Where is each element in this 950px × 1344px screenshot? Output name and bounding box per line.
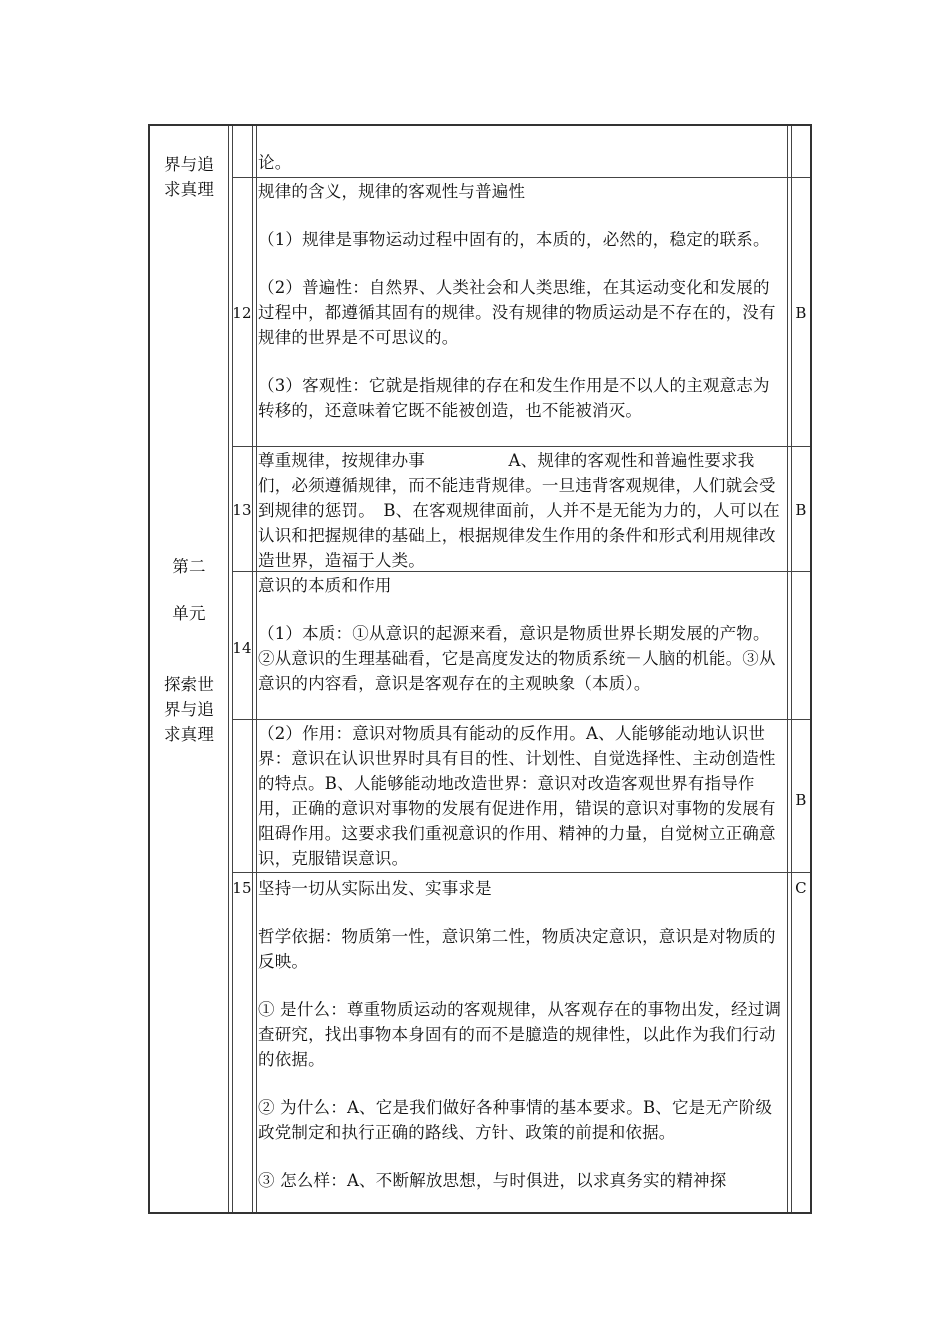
table-divider [232,126,233,1212]
row-content [258,179,786,423]
content-paragraph: 尊重规律，按规律办事 A、规律的客观性和普遍性要求我们，必须遵循规律，而不能违背规律。一旦违背客观规律，人们就会受到规律的惩罚。 B、在客观规律面前，人并不是无能为力的，人可以在认识和把握规律的基础上，根据规律发生作用的条件和形式利用规律改造世界，造福于人类。 [258,451,780,570]
row-content [258,876,786,1193]
table-divider [787,126,788,1212]
content-paragraph: 规律的含义，规律的客观性与普遍性 [258,182,526,201]
content-paragraph: （3）客观性：它就是指规律的存在和发生作用是不以人的主观意志为转移的，还意味着它既不能被创造，也不能被消灭。 [258,376,770,420]
content-paragraph: 坚持一切从实际出发、实事求是 [258,879,492,898]
unit-text-line: 界与追 [163,700,215,719]
row-divider [232,446,810,447]
unit-text-line: 求真理 [163,725,215,744]
content-paragraph: 论。 [258,153,292,172]
item-number: 15 [232,879,252,897]
item-number: 13 [232,501,252,519]
row-content [258,448,786,573]
item-number: 14 [232,639,252,657]
table-divider [228,126,229,1212]
table-divider [791,126,792,1212]
syllabus-table [148,124,812,1214]
content-paragraph: ② 为什么：A、它是我们做好各种事情的基本要求。B、它是无产阶级政党制定和执行正确的路线、方针、政策的前提和依据。 [258,1098,773,1142]
row-divider [232,719,810,720]
unit-text-line: 探索世 [163,675,215,694]
unit-text-line: 单元 [172,604,206,623]
table-divider [252,126,253,1212]
unit-text-line: 界与追 [163,155,215,174]
table-divider [256,126,257,1212]
item-number: 12 [232,304,252,322]
row-content [258,721,786,871]
grade-level: B [795,304,807,322]
row-content [258,150,786,175]
content-paragraph: ③ 怎么样：A、不断解放思想，与时俱进，以求真务实的精神探 [258,1171,727,1190]
unit-text-line: 第二 [172,557,206,576]
unit-title [152,554,226,747]
content-paragraph: 哲学依据：物质第一性，意识第二性，物质决定意识，意识是对物质的反映。 [258,927,776,971]
row-divider [232,177,810,178]
content-paragraph: （2）作用：意识对物质具有能动的反作用。A、人能够能动地认识世界：意识在认识世界时具有目的性、计划性、自觉选择性、主动创造性的特点。B、人能够能动地改造世界：意识对改造客观世界有指导作用，正确的意识对事物的发展有促进作用，错误的意识对事物的发展有阻碍作用。这要求我们重视意识的作用、精神的力量，自觉树立正确意识，克服错误意识。 [258,724,776,868]
grade-level: B [795,791,807,809]
row-divider [232,872,810,873]
content-paragraph: 意识的本质和作用 [258,576,392,595]
row-content [258,573,786,696]
unit-text-line: 求真理 [163,180,215,199]
content-paragraph: （1）本质：①从意识的起源来看，意识是物质世界长期发展的产物。②从意识的生理基础看，它是高度发达的物质系统－人脑的机能。③从意识的内容看，意识是客观存在的主观映象（本质）。 [258,624,776,693]
grade-level: B [795,501,807,519]
content-paragraph: （1）规律是事物运动过程中固有的，本质的，必然的，稳定的联系。 [258,230,770,249]
unit-fragment [152,152,226,202]
content-paragraph: ① 是什么：尊重物质运动的客观规律，从客观存在的事物出发，经过调查研究，找出事物本身固有的而不是臆造的规律性，以此作为我们行动的依据。 [258,1000,782,1069]
grade-level: C [795,879,807,897]
content-paragraph: （2）普遍性：自然界、人类社会和人类思维，在其运动变化和发展的过程中，都遵循其固有的规律。没有规律的物质运动是不存在的，没有规律的世界是不可思议的。 [258,278,776,347]
